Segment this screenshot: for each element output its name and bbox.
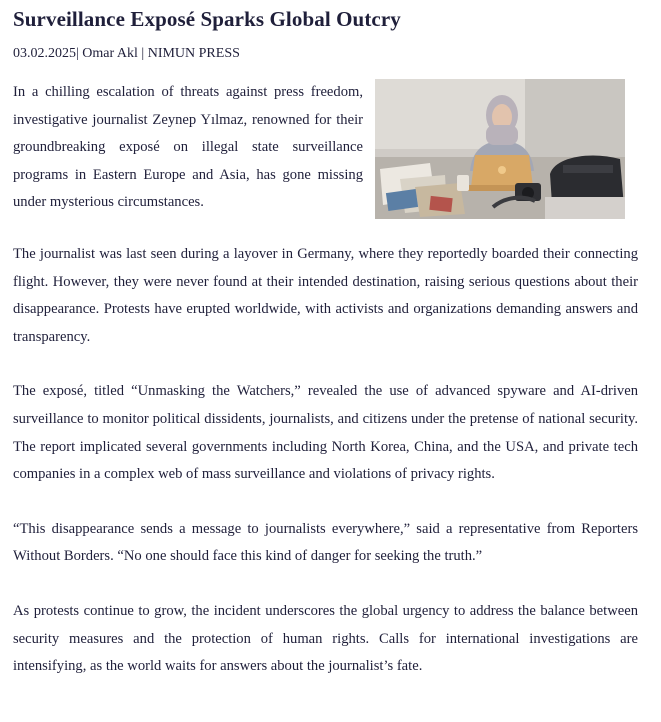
lead-section [13, 79, 638, 220]
paragraph-2: The journalist was last seen during a layover in Germany, where they reportedly boarded their connecting flight. However, they were never found at their intended destination, raising serious questions about their disappearance. Protests have erupted worldwide, with activists and organizations demanding answers and transparency. [13, 246, 638, 345]
photo-journalist-at-laptop [375, 79, 625, 219]
headline: Surveillance Exposé Sparks Global Outcry [13, 7, 401, 31]
paragraph-3: The exposé, titled “Unmasking the Watchers,” revealed the use of advanced spyware and AI-driven surveillance to monitor political dissidents, journalists, and citizens under the pretense of national security. The report implicated several governments including North Korea, China, and the USA, and private tech companies in a complex web of mass surveillance and violations of privacy rights. [13, 383, 638, 483]
paragraph-4: “This disappearance sends a message to journalists everywhere,” said a representative from Reporters Without Borders. “No one should face this kind of danger for seeking the truth.” [13, 520, 638, 565]
lead-paragraph: In a chilling escalation of threats against press freedom, investigative journalist Zeynep Yılmaz, renowned for their groundbreaking exposé on illegal state surveillance programs in Eastern Europe and Asia, has gone missing under mysterious circumstances. [13, 84, 363, 210]
article [13, 6, 638, 681]
byline: 03.02.2025| Omar Akl | NIMUN PRESS [13, 46, 240, 61]
paragraph-5: As protests continue to grow, the incident underscores the global urgency to address the balance between security measures and the protection of human rights. Calls for international investigations are intensifying, as the world waits for answers about the journalist’s fate. [13, 602, 638, 675]
article-photo [375, 79, 625, 219]
